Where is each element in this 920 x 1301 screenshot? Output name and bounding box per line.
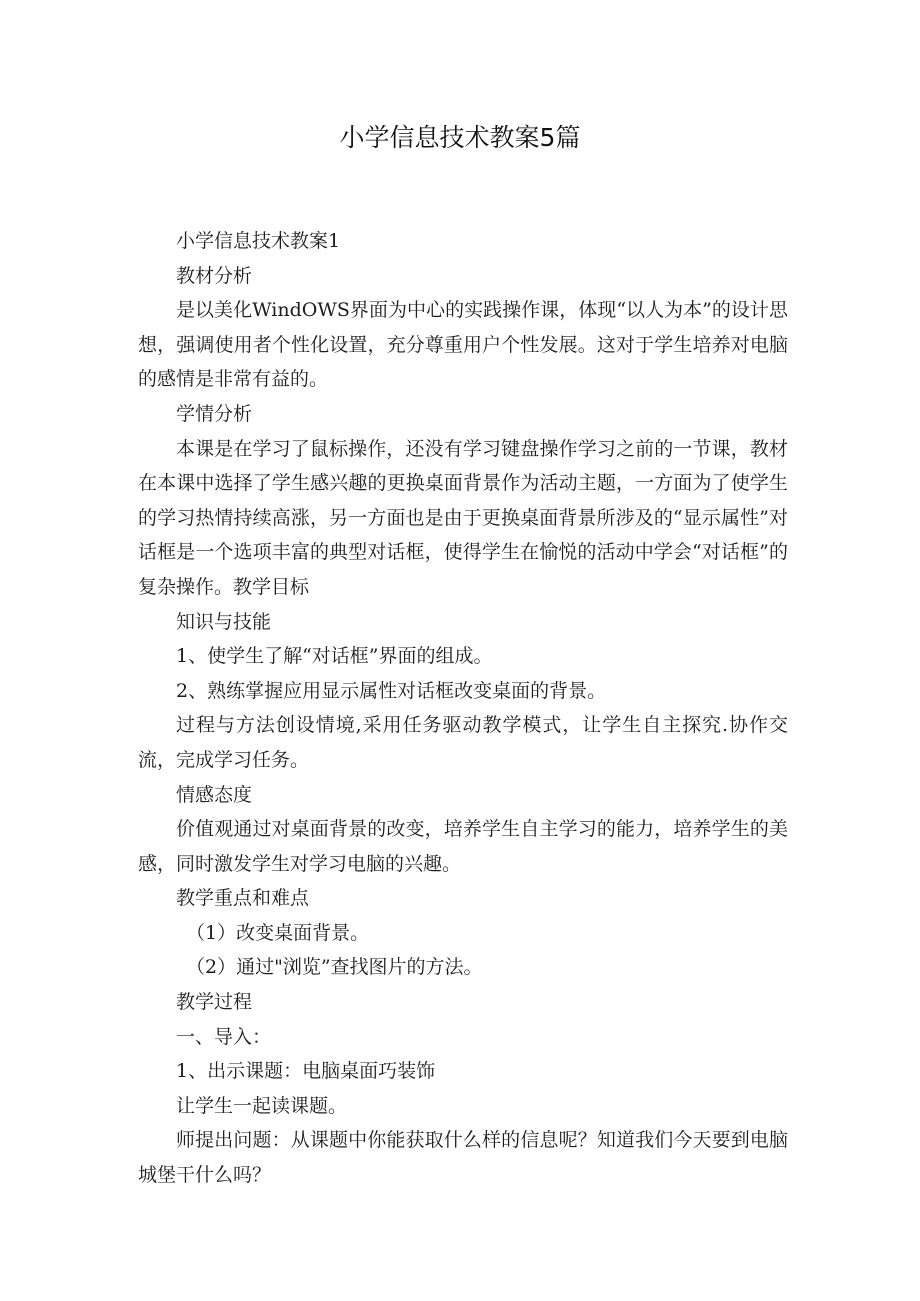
list-item-goal-1: 1、使学生了解“对话框”界面的组成。: [176, 645, 493, 668]
paragraph-process-method: 过程与方法创设情境,采用任务驱动教学模式，让学生自主探究.协作交流，完成学习任务。: [138, 714, 788, 771]
paragraph-material-analysis: 是以美化WindOWS界面为中心的实践操作课，体现“以人为本”的设计思想，强调使用者个性化设置，充分尊重用户个性发展。这对于学生培养对电脑的感情是非常有益的。: [138, 299, 788, 391]
subsection-heading-introduction: 一、导入：: [176, 1025, 272, 1048]
lesson-heading: 小学信息技术教案1: [176, 230, 341, 252]
list-item-goal-2: 2、熟练掌握应用显示属性对话框改变桌面的背景。: [176, 679, 607, 702]
list-item-key-point-1: （1）改变桌面背景。: [186, 921, 370, 944]
document-title: 小学信息技术教案5篇: [339, 123, 581, 152]
section-heading-key-points: 教学重点和难点: [176, 887, 310, 910]
paragraph-read-topic: 让学生一起读课题。: [176, 1094, 348, 1117]
paragraph-student-analysis: 本课是在学习了鼠标操作，还没有学习键盘操作学习之前的一节课，教材在本课中选择了学生感兴趣的更换桌面背景作为活动主题，一方面为了使学生的学习热情持续高涨，另一方面也是由于更换桌面背景所涉及的“显示属性”对话框是一个选项丰富的典型对话框，使得学生在愉悦的活动中学会“对话框”的复杂操作。教学目标: [138, 437, 788, 598]
paragraph-values: 价值观通过对桌面背景的改变，培养学生自主学习的能力，培养学生的美感，同时激发学生对学习电脑的兴趣。: [138, 818, 788, 875]
paragraph-teacher-question: 师提出问题：从课题中你能获取什么样的信息呢？知道我们今天要到电脑城堡干什么吗？: [138, 1129, 788, 1187]
section-heading-student-analysis: 学情分析: [176, 402, 253, 425]
list-item-key-point-2: （2）通过"浏览”查找图片的方法。: [186, 956, 483, 979]
section-heading-teaching-process: 教学过程: [176, 991, 253, 1014]
section-heading-emotion-attitude: 情感态度: [176, 783, 253, 806]
list-item-show-topic: 1、出示课题：电脑桌面巧装饰: [176, 1060, 436, 1083]
section-heading-material-analysis: 教材分析: [176, 264, 253, 287]
document-body: [138, 224, 788, 1193]
section-heading-knowledge-skills: 知识与技能: [176, 610, 272, 633]
